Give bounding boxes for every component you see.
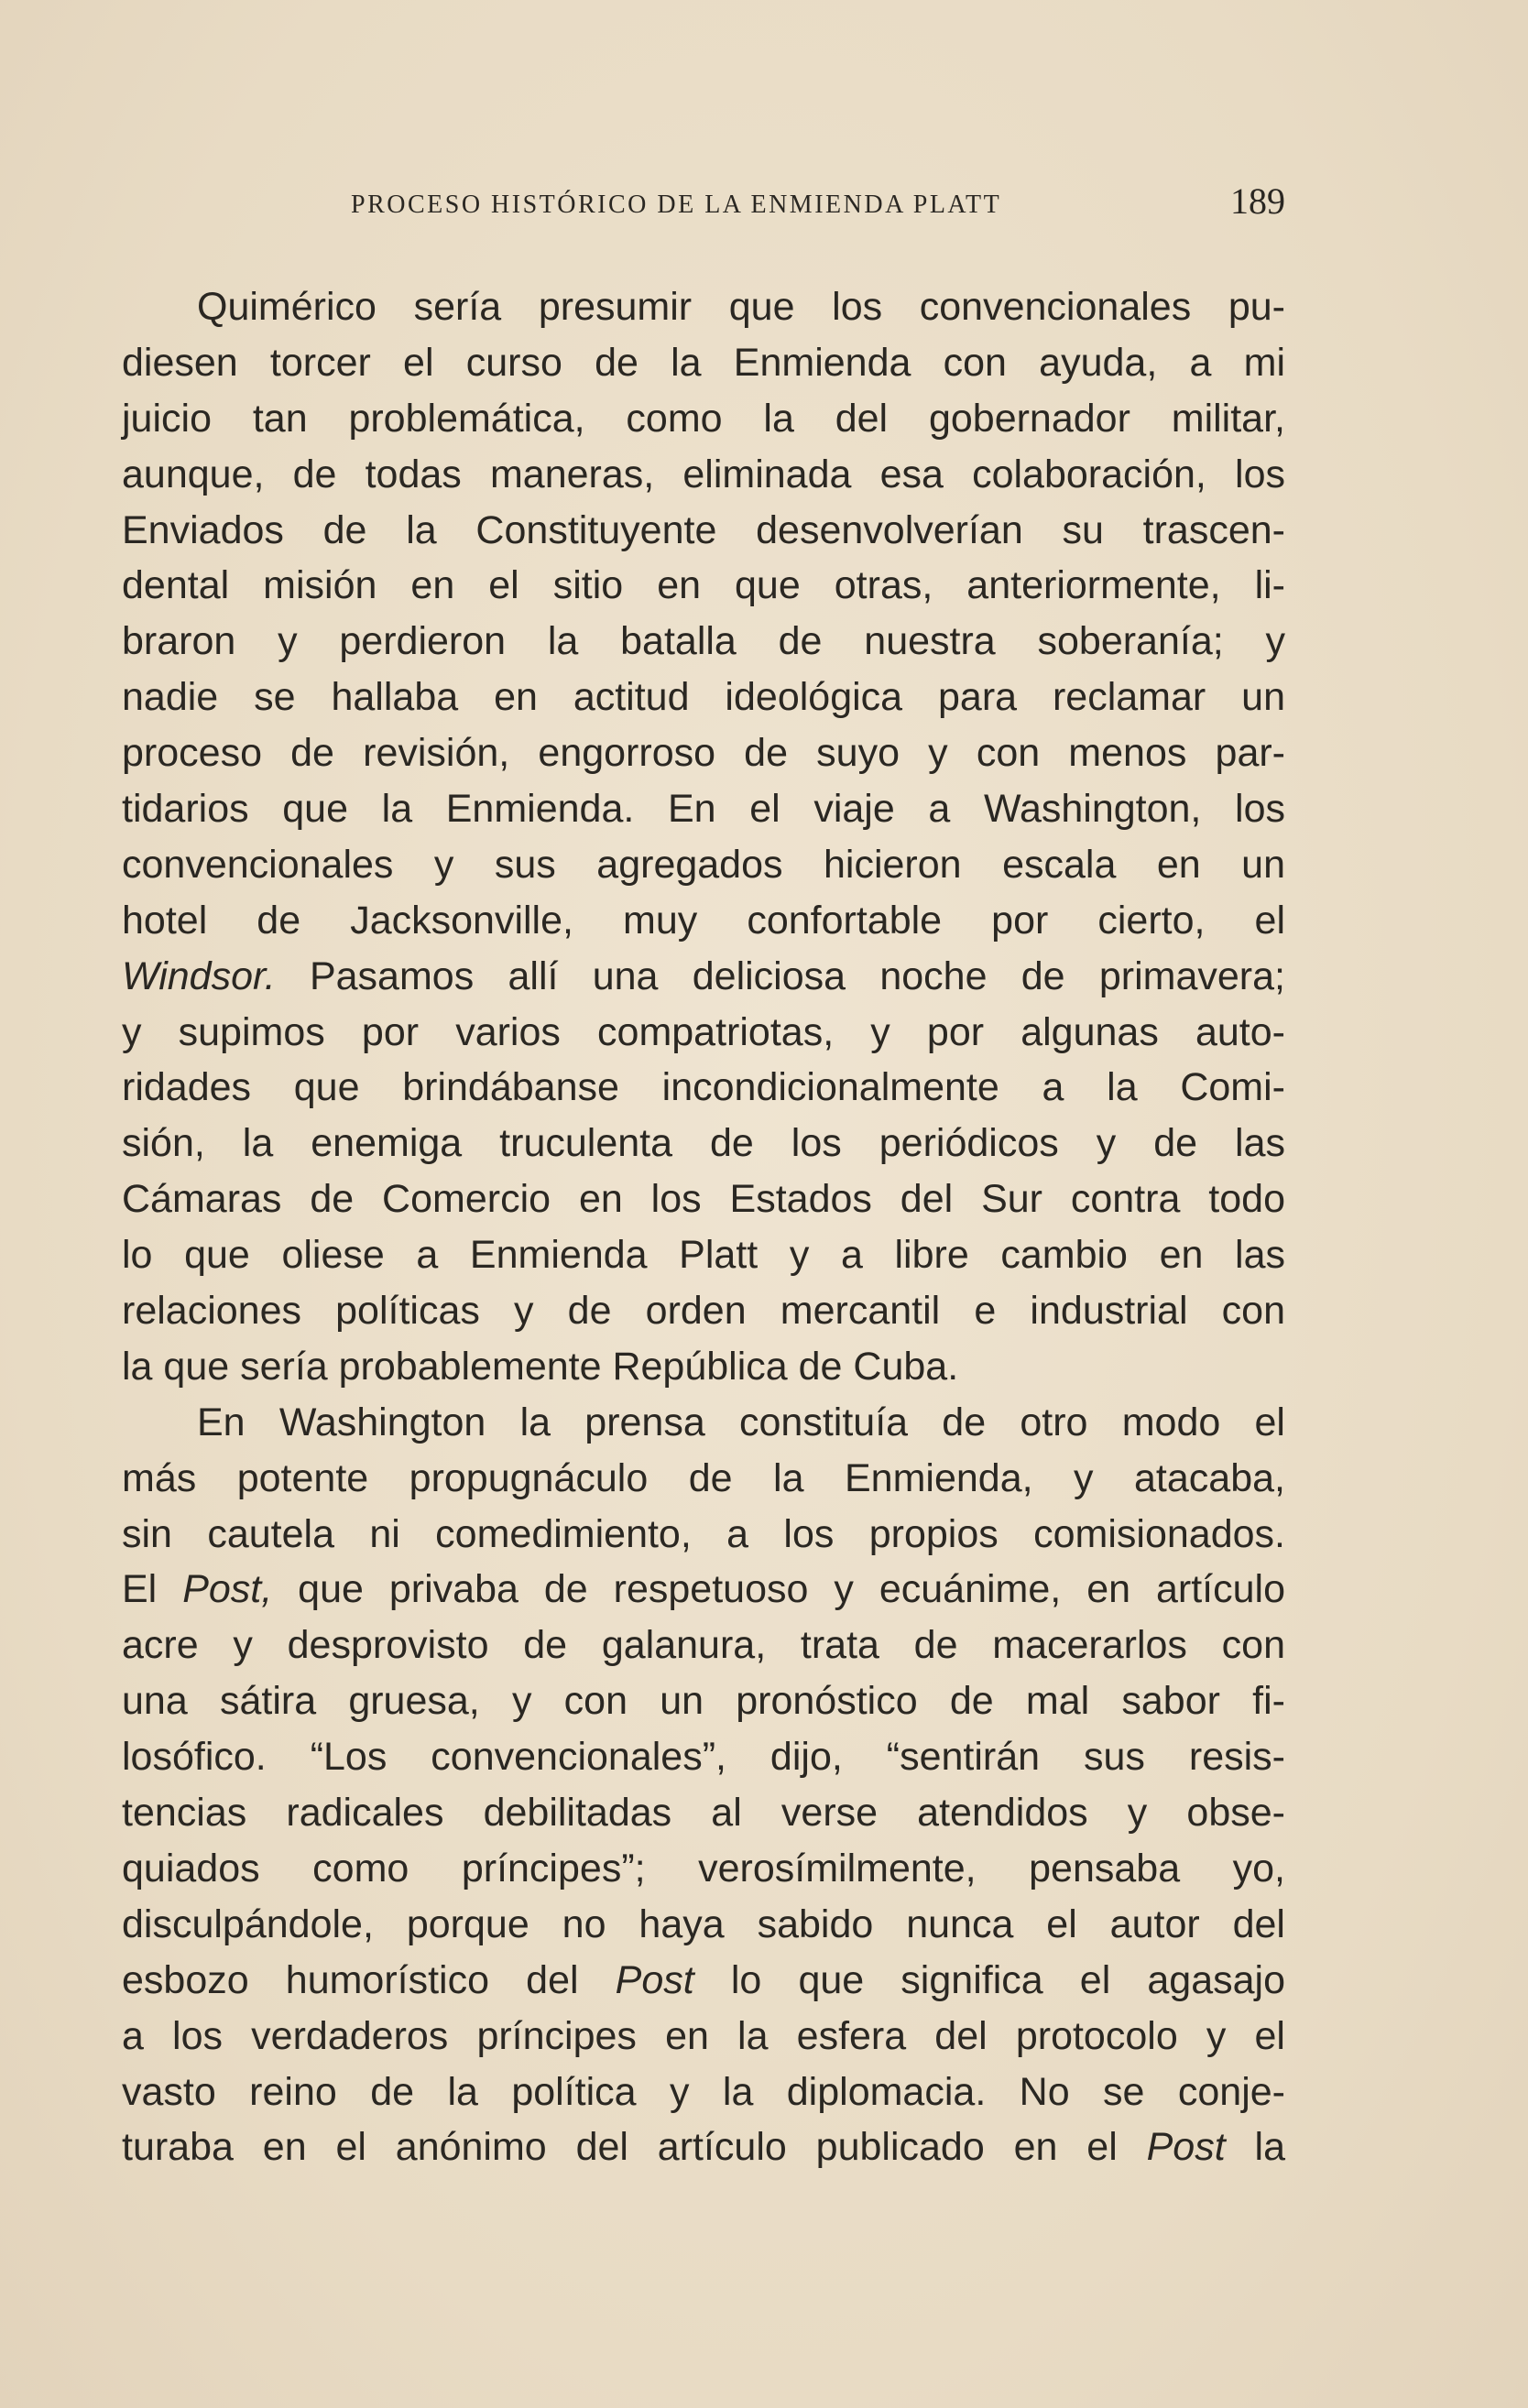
text-segment: diesen torcer el curso de la Enmienda con ayuda, a mi	[122, 340, 1285, 385]
text-segment: lo que significa el agasajo	[693, 1957, 1286, 2002]
text-line	[122, 1395, 1285, 1451]
text-segment: juicio tan problemática, como la del gobernador militar,	[122, 396, 1285, 441]
text-segment: ridades que brindábanse incondicionalmente a la Comi-	[122, 1065, 1285, 1110]
italic-text: Post,	[182, 1567, 273, 1612]
text-line	[122, 670, 1285, 725]
text-segment: sin cautela ni comedimiento, a los propios comisionados.	[122, 1511, 1285, 1556]
text-line	[122, 1562, 1285, 1618]
text-line	[122, 781, 1285, 837]
text-segment: a los verdaderos príncipes en la esfera del protocolo y el	[122, 2013, 1285, 2058]
text-segment: lo que oliese a Enmienda Platt y a libre cambio en las	[122, 1233, 1285, 1278]
text-line	[122, 1507, 1285, 1563]
text-segment: vasto reino de la política y la diplomacia. No se conje-	[122, 2069, 1285, 2114]
text-line	[122, 1729, 1285, 1785]
text-line	[122, 1283, 1285, 1339]
paragraph	[122, 279, 1285, 1395]
text-line	[122, 1673, 1285, 1729]
text-line	[122, 1841, 1285, 1897]
text-segment: braron y perdieron la batalla de nuestra soberanía; y	[122, 619, 1285, 664]
text-line	[122, 1339, 1285, 1395]
text-segment: Pasamos allí una deliciosa noche de primavera;	[275, 953, 1285, 998]
text-segment: dental misión en el sitio en que otras, anteriormente, li-	[122, 563, 1285, 608]
text-segment: turaba en el anónimo del artículo publicado en el	[122, 2125, 1147, 2170]
text-line	[122, 725, 1285, 781]
page-number: 189	[1230, 180, 1285, 222]
text-segment: tencias radicales debilitadas al verse atendidos y obse-	[122, 1791, 1285, 1836]
text-segment: Enviados de la Constituyente desenvolverían su trascen-	[122, 507, 1285, 552]
text-segment: disculpándole, porque no haya sabido nunca el autor del	[122, 1901, 1285, 1946]
text-line	[122, 2009, 1285, 2065]
text-segment: quiados como príncipes”; verosímilmente, pensaba yo,	[122, 1846, 1285, 1890]
text-line	[122, 614, 1285, 670]
text-line	[122, 503, 1285, 559]
text-segment: En Washington la prensa constituía de otro modo el	[197, 1400, 1285, 1444]
text-line	[122, 1618, 1285, 1673]
text-segment: aunque, de todas maneras, eliminada esa colaboración, los	[122, 452, 1285, 496]
page-header	[122, 180, 1285, 238]
text-segment: proceso de revisión, engorroso de suyo y con menos par-	[122, 731, 1285, 776]
text-line	[122, 837, 1285, 893]
text-line	[122, 1005, 1285, 1061]
text-line	[122, 391, 1285, 447]
text-line	[122, 1171, 1285, 1227]
italic-text: Post	[1146, 2125, 1226, 2170]
text-line	[122, 335, 1285, 391]
paragraph	[122, 1395, 1285, 2175]
text-line	[122, 1953, 1285, 2009]
text-line	[122, 1785, 1285, 1841]
text-segment: hotel de Jacksonville, muy confortable por cierto, el	[122, 898, 1285, 942]
text-segment: la	[1225, 2125, 1285, 2170]
text-segment: más potente propugnáculo de la Enmienda, y atacaba,	[122, 1455, 1285, 1500]
text-line	[122, 1897, 1285, 1953]
italic-text: Windsor.	[122, 953, 276, 998]
text-line	[122, 279, 1285, 335]
body-text	[122, 279, 1285, 2175]
italic-text: Post	[615, 1957, 694, 2002]
running-head: PROCESO HISTÓRICO DE LA ENMIENDA PLATT	[351, 191, 1002, 219]
text-segment: esbozo humorístico del	[122, 1957, 616, 2002]
text-segment: y supimos por varios compatriotas, y por algunas auto-	[122, 1009, 1285, 1054]
text-segment: acre y desprovisto de galanura, trata de macerarlos con	[122, 1623, 1285, 1668]
text-line	[122, 1451, 1285, 1507]
text-line	[122, 2065, 1285, 2120]
text-segment: sión, la enemiga truculenta de los periódicos y de las	[122, 1121, 1285, 1166]
text-segment: Cámaras de Comercio en los Estados del Sur contra todo	[122, 1177, 1285, 1222]
text-segment: una sátira gruesa, y con un pronóstico de mal sabor fi-	[122, 1679, 1285, 1724]
text-segment: nadie se hallaba en actitud ideológica para reclamar un	[122, 675, 1285, 720]
text-line	[122, 949, 1285, 1005]
text-line	[122, 558, 1285, 614]
text-segment: El	[122, 1567, 183, 1612]
text-line	[122, 893, 1285, 949]
text-line	[122, 1227, 1285, 1283]
text-line	[122, 447, 1285, 503]
text-segment: convencionales y sus agregados hicieron escala en un	[122, 842, 1285, 887]
text-segment: que privaba de respetuoso y ecuánime, en artículo	[272, 1567, 1285, 1612]
text-segment: la que sería probablemente República de Cuba.	[122, 1344, 959, 1389]
text-segment: Quimérico sería presumir que los convencionales pu-	[197, 285, 1285, 329]
text-line	[122, 1116, 1285, 1171]
text-segment: tidarios que la Enmienda. En el viaje a Washington, los	[122, 787, 1285, 832]
text-line	[122, 2119, 1285, 2175]
text-segment: losófico. “Los convencionales”, dijo, “sentirán sus resis-	[122, 1735, 1285, 1780]
text-segment: relaciones políticas y de orden mercantil e industrial con	[122, 1289, 1285, 1334]
text-line	[122, 1060, 1285, 1116]
